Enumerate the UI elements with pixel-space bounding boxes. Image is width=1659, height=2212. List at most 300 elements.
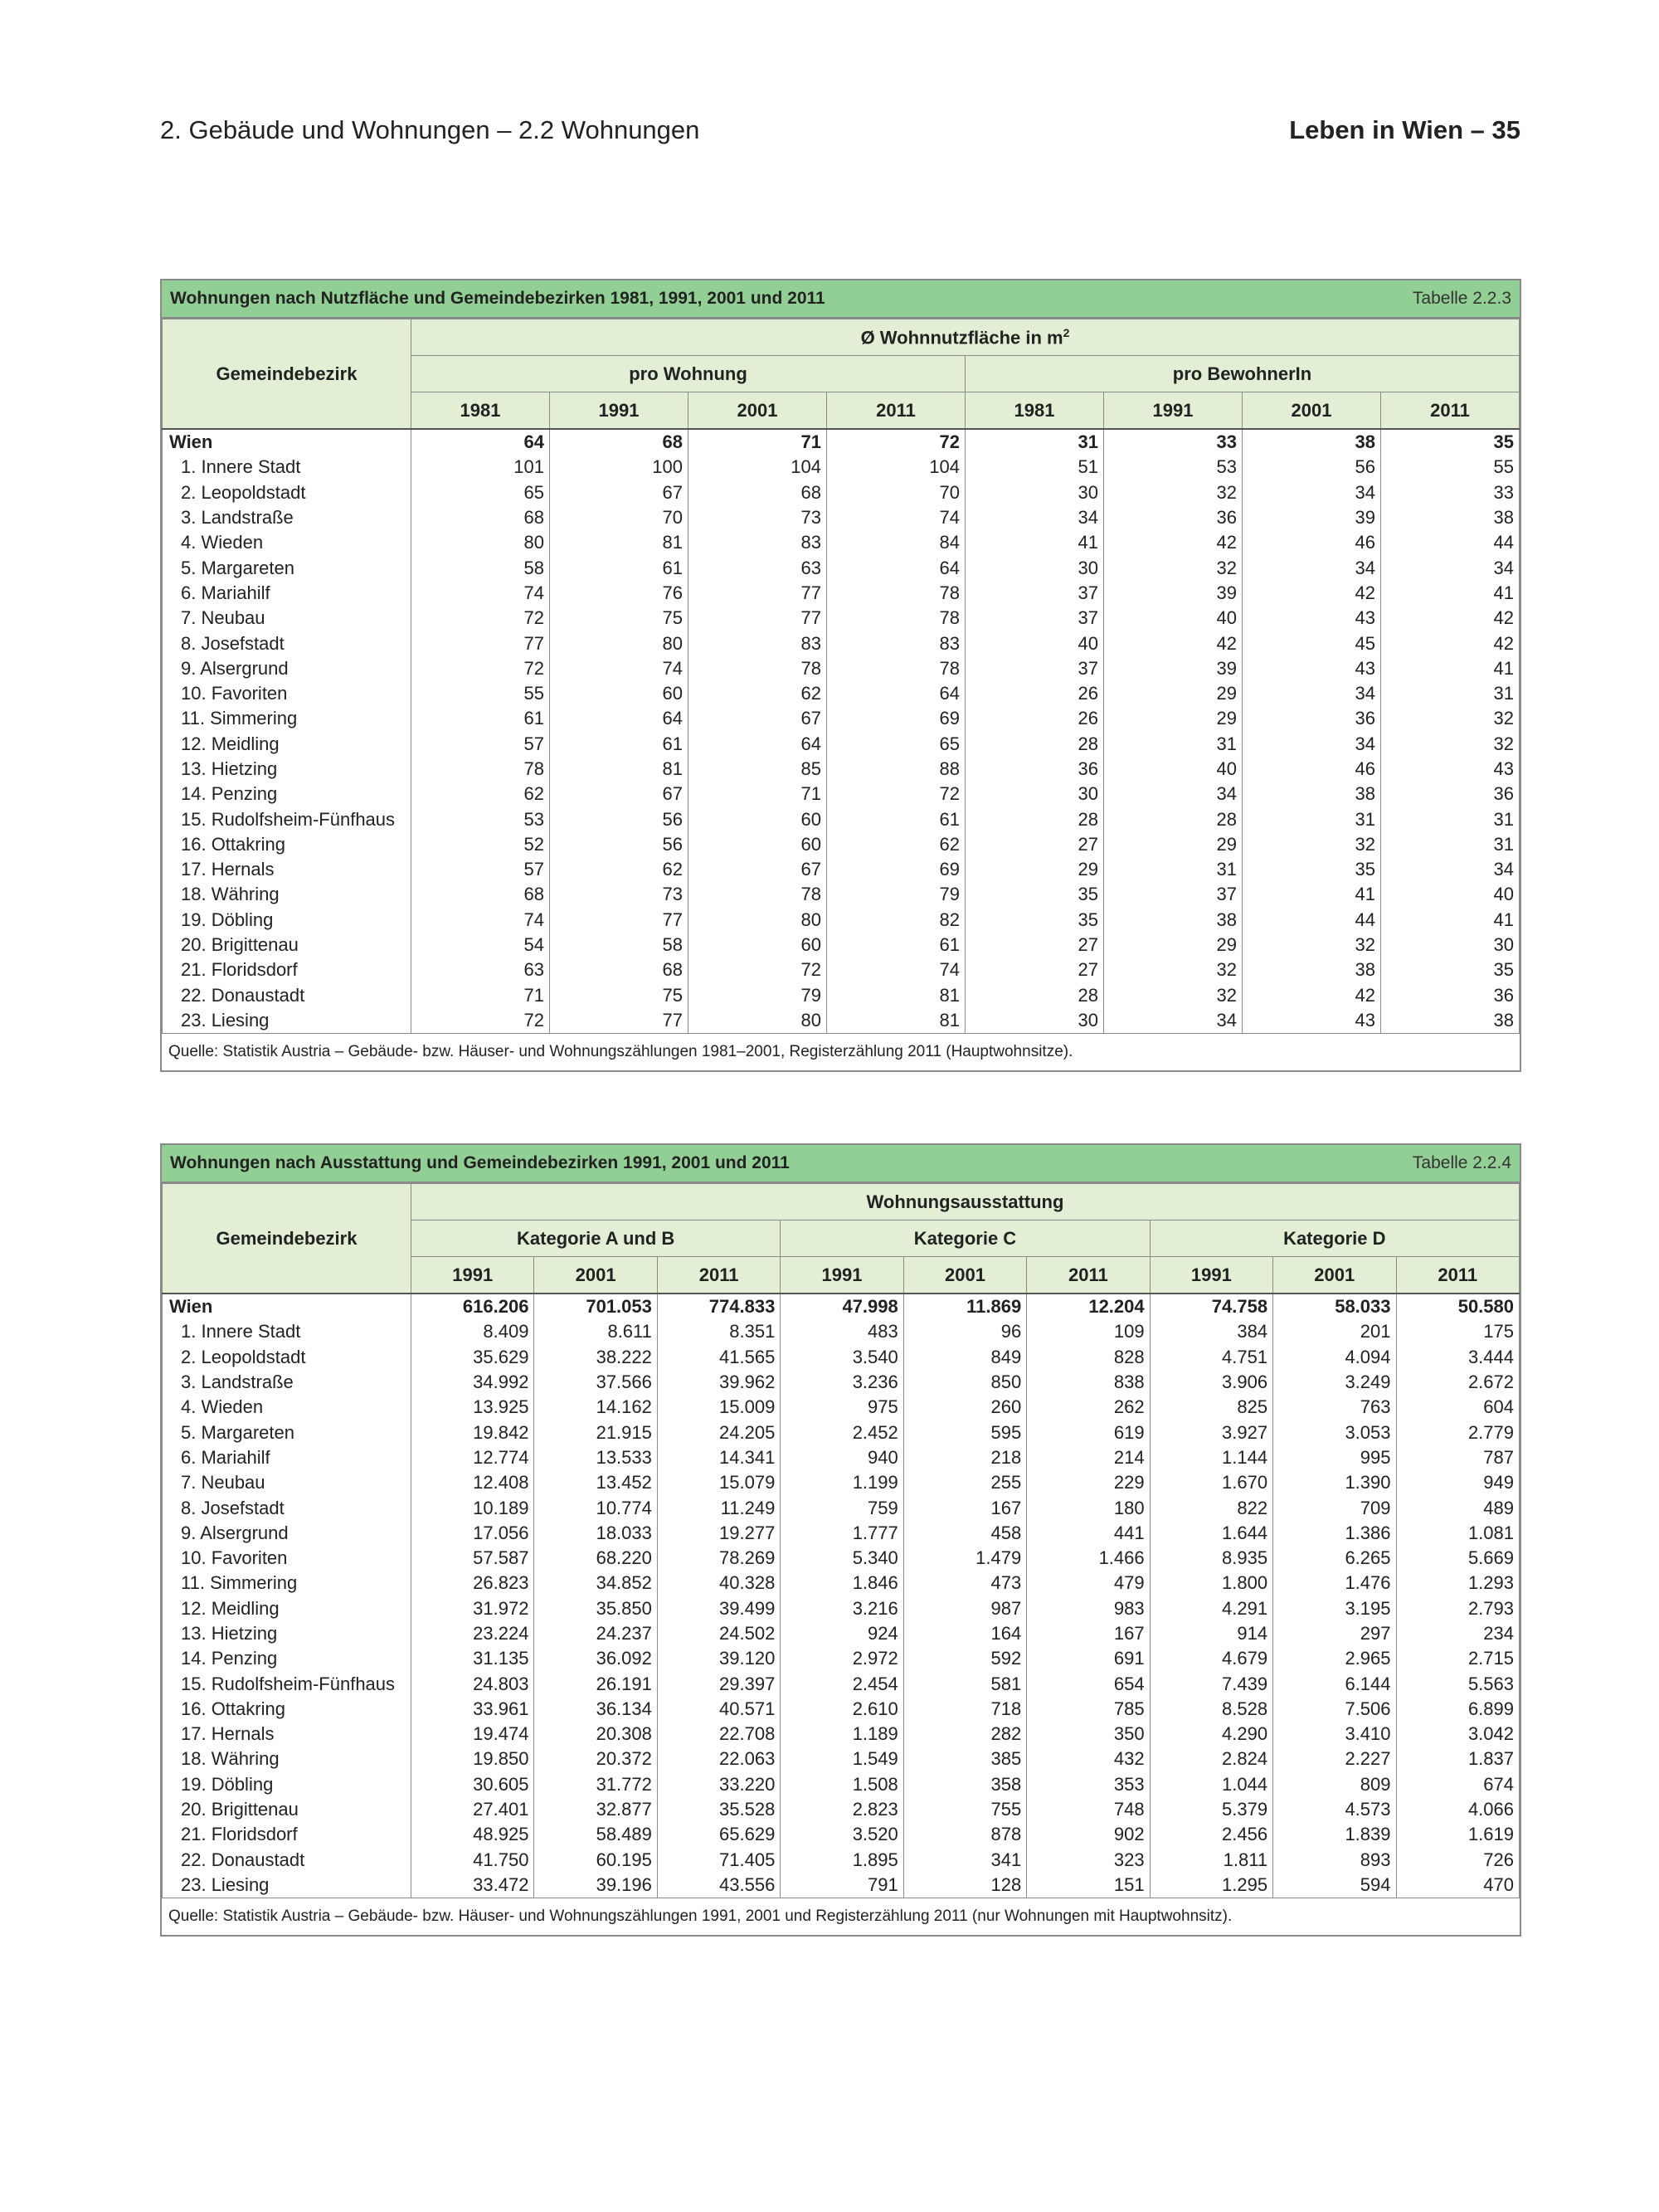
table-cell: 101 <box>411 455 550 480</box>
table-cell: 616.206 <box>411 1294 534 1319</box>
table-cell: 67 <box>550 480 688 505</box>
table-cell: 80 <box>688 1008 827 1033</box>
table-cell: 77 <box>550 908 688 933</box>
table-row <box>163 782 1520 806</box>
table-cell: 85 <box>688 757 827 782</box>
table-cell: 30 <box>966 782 1104 806</box>
district-name: 7. Neubau <box>163 606 411 631</box>
table-cell: 58 <box>550 933 688 957</box>
table-cell: 64 <box>827 555 966 580</box>
district-name: 13. Hietzing <box>163 757 411 782</box>
district-name: 6. Mariahilf <box>163 1445 411 1470</box>
table-cell: 35.850 <box>534 1596 657 1621</box>
subgroup-header: pro Wohnung <box>411 356 966 392</box>
table-cell: 748 <box>1027 1797 1150 1822</box>
table-cell: 78 <box>827 606 966 631</box>
table-row <box>163 933 1520 957</box>
table-cell: 24.237 <box>534 1621 657 1646</box>
table-cell: 81 <box>550 530 688 555</box>
table-cell: 1.476 <box>1273 1571 1396 1596</box>
table-cell: 1.619 <box>1396 1822 1520 1847</box>
table-row <box>163 1772 1520 1797</box>
table-cell: 255 <box>903 1470 1026 1495</box>
table-cell: 10.774 <box>534 1495 657 1520</box>
table-cell: 70 <box>550 505 688 530</box>
table-cell: 40 <box>1104 606 1243 631</box>
table-cell: 3.249 <box>1273 1370 1396 1395</box>
year-header: 1991 <box>1150 1257 1272 1294</box>
table-row <box>163 1008 1520 1033</box>
table-cell: 1.386 <box>1273 1521 1396 1546</box>
district-name: 23. Liesing <box>163 1008 411 1033</box>
row-header: Gemeindebezirk <box>163 1184 411 1294</box>
table-cell: 39.120 <box>657 1646 780 1671</box>
table-cell: 34 <box>1381 857 1520 882</box>
table-cell: 229 <box>1027 1470 1150 1495</box>
table-cell: 71 <box>411 983 550 1008</box>
table-cell: 893 <box>1273 1848 1396 1873</box>
table-cell: 75 <box>550 606 688 631</box>
table-cell: 28 <box>1104 806 1243 831</box>
district-name: 10. Favoriten <box>163 1546 411 1571</box>
table-cell: 68.220 <box>534 1546 657 1571</box>
table-cell: 175 <box>1396 1319 1520 1344</box>
year-header: 2011 <box>657 1257 780 1294</box>
district-name: 17. Hernals <box>163 857 411 882</box>
table-cell: 27 <box>966 957 1104 982</box>
table-cell: 11.869 <box>903 1294 1026 1319</box>
table-cell: 36 <box>1381 782 1520 806</box>
table-cell: 42 <box>1243 983 1381 1008</box>
table-cell: 47.998 <box>781 1294 903 1319</box>
table-nutzflaeche <box>160 279 1521 1072</box>
table-row <box>163 1395 1520 1420</box>
table-cell: 759 <box>781 1495 903 1520</box>
district-name: 11. Simmering <box>163 706 411 731</box>
table-cell: 31 <box>1381 806 1520 831</box>
table-cell: 29 <box>1104 832 1243 857</box>
table-cell: 60 <box>688 832 827 857</box>
table-cell: 592 <box>903 1646 1026 1671</box>
table-cell: 15.079 <box>657 1470 780 1495</box>
table-cell: 691 <box>1027 1646 1150 1671</box>
table-ausstattung <box>160 1143 1521 1937</box>
table-row <box>163 882 1520 907</box>
table-cell: 1.479 <box>903 1546 1026 1571</box>
table-cell: 1.295 <box>1150 1873 1272 1898</box>
table-cell: 31 <box>1104 857 1243 882</box>
table-cell: 1.144 <box>1150 1445 1272 1470</box>
district-name: 12. Meidling <box>163 1596 411 1621</box>
table-cell: 726 <box>1396 1848 1520 1873</box>
table-cell: 42 <box>1381 606 1520 631</box>
table-cell: 458 <box>903 1521 1026 1546</box>
table-cell: 2.452 <box>781 1420 903 1445</box>
table-row <box>163 1596 1520 1621</box>
table-cell: 80 <box>550 631 688 655</box>
district-name: 3. Landstraße <box>163 505 411 530</box>
table-cell: 83 <box>827 631 966 655</box>
table-cell: 30 <box>966 555 1104 580</box>
district-name: 16. Ottakring <box>163 832 411 857</box>
table-cell: 36 <box>966 757 1104 782</box>
table-cell: 100 <box>550 455 688 480</box>
table-cell: 57 <box>411 732 550 757</box>
table-cell: 35 <box>966 882 1104 907</box>
table-cell: 3.216 <box>781 1596 903 1621</box>
table-cell: 32 <box>1104 983 1243 1008</box>
table-row <box>163 1722 1520 1747</box>
table-cell: 1.846 <box>781 1571 903 1596</box>
table-cell: 40 <box>966 631 1104 655</box>
table-cell: 483 <box>781 1319 903 1344</box>
table-cell: 40.328 <box>657 1571 780 1596</box>
table-cell: 31 <box>966 429 1104 455</box>
table-cell: 33.961 <box>411 1697 534 1722</box>
table-cell: 180 <box>1027 1495 1150 1520</box>
table-cell: 71 <box>688 429 827 455</box>
district-name: 16. Ottakring <box>163 1697 411 1722</box>
table-row <box>163 1319 1520 1344</box>
table-row <box>163 606 1520 631</box>
table-cell: 71 <box>688 782 827 806</box>
table-cell: 77 <box>688 606 827 631</box>
table-cell: 701.053 <box>534 1294 657 1319</box>
table-cell: 479 <box>1027 1571 1150 1596</box>
table-cell: 81 <box>550 757 688 782</box>
group-header: Wohnungsausstattung <box>411 1184 1520 1220</box>
table-cell: 74.758 <box>1150 1294 1272 1319</box>
district-name: 12. Meidling <box>163 732 411 757</box>
district-name: 2. Leopoldstadt <box>163 1345 411 1370</box>
table-cell: 949 <box>1396 1470 1520 1495</box>
table-cell: 755 <box>903 1797 1026 1822</box>
district-name: 8. Josefstadt <box>163 1495 411 1520</box>
table-cell: 37 <box>1104 882 1243 907</box>
table-cell: 6.265 <box>1273 1546 1396 1571</box>
table-cell: 32.877 <box>534 1797 657 1822</box>
table-title: Wohnungen nach Nutzfläche und Gemeindebezirken 1981, 1991, 2001 und 2011 <box>170 289 825 308</box>
year-header: 1991 <box>1104 392 1243 430</box>
district-name: 20. Brigittenau <box>163 1797 411 1822</box>
table-row <box>163 1495 1520 1520</box>
table-cell: 62 <box>827 832 966 857</box>
table-cell: 27.401 <box>411 1797 534 1822</box>
table-cell: 260 <box>903 1395 1026 1420</box>
table-cell: 14.162 <box>534 1395 657 1420</box>
table-cell: 983 <box>1027 1596 1150 1621</box>
table-row <box>163 555 1520 580</box>
table-row <box>163 480 1520 505</box>
district-name: 1. Innere Stadt <box>163 455 411 480</box>
table-cell: 2.227 <box>1273 1747 1396 1771</box>
table-cell: 46 <box>1243 530 1381 555</box>
table-number: Tabelle 2.2.3 <box>1412 289 1511 308</box>
table-cell: 3.540 <box>781 1345 903 1370</box>
table-cell: 29 <box>1104 681 1243 706</box>
table-cell: 975 <box>781 1395 903 1420</box>
district-name: 8. Josefstadt <box>163 631 411 655</box>
table-row <box>163 530 1520 555</box>
table-cell: 72 <box>827 429 966 455</box>
table-row <box>163 1470 1520 1495</box>
table-row <box>163 1571 1520 1596</box>
table-cell: 28 <box>966 983 1104 1008</box>
table-cell: 31 <box>1243 806 1381 831</box>
table-cell: 787 <box>1396 1445 1520 1470</box>
table-row <box>163 1671 1520 1696</box>
subgroup-header: Kategorie A und B <box>411 1220 781 1257</box>
table-cell: 4.679 <box>1150 1646 1272 1671</box>
table-cell: 4.573 <box>1273 1797 1396 1822</box>
table-cell: 2.715 <box>1396 1646 1520 1671</box>
total-row <box>163 429 1520 455</box>
table-cell: 79 <box>688 983 827 1008</box>
table-cell: 78 <box>688 656 827 681</box>
table-cell: 1.293 <box>1396 1571 1520 1596</box>
table-cell: 2.672 <box>1396 1370 1520 1395</box>
table-cell: 39.962 <box>657 1370 780 1395</box>
year-header: 2001 <box>534 1257 657 1294</box>
table-cell: 42 <box>1381 631 1520 655</box>
table-cell: 41 <box>1381 656 1520 681</box>
table-cell: 64 <box>688 732 827 757</box>
table-row <box>163 957 1520 982</box>
table-cell: 60 <box>550 681 688 706</box>
table-cell: 81 <box>827 983 966 1008</box>
table-cell: 201 <box>1273 1319 1396 1344</box>
table-cell: 37 <box>966 656 1104 681</box>
table-cell: 38 <box>1104 908 1243 933</box>
table-cell: 2.972 <box>781 1646 903 1671</box>
table-cell: 32 <box>1381 732 1520 757</box>
table-cell: 44 <box>1381 530 1520 555</box>
table-cell: 62 <box>411 782 550 806</box>
table-cell: 3.410 <box>1273 1722 1396 1747</box>
table-cell: 26 <box>966 681 1104 706</box>
table-cell: 36 <box>1381 983 1520 1008</box>
table-cell: 65 <box>827 732 966 757</box>
table-row <box>163 631 1520 655</box>
table-cell: 81 <box>827 1008 966 1033</box>
table-cell: 28 <box>966 806 1104 831</box>
table-cell: 83 <box>688 631 827 655</box>
table-cell: 15.009 <box>657 1395 780 1420</box>
table-cell: 13.452 <box>534 1470 657 1495</box>
table-cell: 33.220 <box>657 1772 780 1797</box>
table-cell: 214 <box>1027 1445 1150 1470</box>
district-name: 21. Floridsdorf <box>163 957 411 982</box>
table-row <box>163 1420 1520 1445</box>
table-cell: 34 <box>1243 480 1381 505</box>
table-cell: 73 <box>688 505 827 530</box>
table-cell: 1.189 <box>781 1722 903 1747</box>
table-cell: 654 <box>1027 1671 1150 1696</box>
table-cell: 32 <box>1104 480 1243 505</box>
table-cell: 68 <box>411 882 550 907</box>
table-cell: 1.044 <box>1150 1772 1272 1797</box>
table-row <box>163 1697 1520 1722</box>
table-cell: 41 <box>966 530 1104 555</box>
table-cell: 43 <box>1381 757 1520 782</box>
table-cell: 785 <box>1027 1697 1150 1722</box>
table-cell: 774.833 <box>657 1294 780 1319</box>
table-row <box>163 706 1520 731</box>
table-cell: 34 <box>1381 555 1520 580</box>
table-row <box>163 1345 1520 1370</box>
table-cell: 68 <box>688 480 827 505</box>
district-name: 6. Mariahilf <box>163 581 411 606</box>
table-cell: 67 <box>550 782 688 806</box>
table-row <box>163 681 1520 706</box>
table-cell: 37 <box>966 581 1104 606</box>
table-cell: 58 <box>411 555 550 580</box>
table-cell: 8.528 <box>1150 1697 1272 1722</box>
table-row <box>163 656 1520 681</box>
table-cell: 41 <box>1381 581 1520 606</box>
table-cell: 35 <box>1381 429 1520 455</box>
table-cell: 2.793 <box>1396 1596 1520 1621</box>
table-cell: 20.308 <box>534 1722 657 1747</box>
table-cell: 22.708 <box>657 1722 780 1747</box>
table-cell: 43.556 <box>657 1873 780 1898</box>
table-cell: 43 <box>1243 1008 1381 1033</box>
table-cell: 878 <box>903 1822 1026 1847</box>
section-title: 2. Gebäude und Wohnungen – 2.2 Wohnungen <box>160 115 700 144</box>
district-name: 10. Favoriten <box>163 681 411 706</box>
table-cell: 30 <box>966 1008 1104 1033</box>
table-cell: 61 <box>411 706 550 731</box>
table-cell: 473 <box>903 1571 1026 1596</box>
table-cell: 42 <box>1243 581 1381 606</box>
table-cell: 39 <box>1104 656 1243 681</box>
table-cell: 65.629 <box>657 1822 780 1847</box>
data-table <box>162 1183 1520 1898</box>
table-cell: 26.191 <box>534 1671 657 1696</box>
district-name: 9. Alsergrund <box>163 1521 411 1546</box>
table-row <box>163 1521 1520 1546</box>
table-cell: 71.405 <box>657 1848 780 1873</box>
table-cell: 34.852 <box>534 1571 657 1596</box>
table-cell: 68 <box>550 429 688 455</box>
table-row <box>163 1797 1520 1822</box>
table-cell: 595 <box>903 1420 1026 1445</box>
table-cell: 67 <box>688 706 827 731</box>
table-cell: 39 <box>1243 505 1381 530</box>
table-cell: 63 <box>688 555 827 580</box>
table-cell: 32 <box>1381 706 1520 731</box>
table-cell: 32 <box>1104 555 1243 580</box>
table-cell: 40 <box>1104 757 1243 782</box>
table-cell: 37 <box>966 606 1104 631</box>
table-cell: 167 <box>903 1495 1026 1520</box>
district-name: 18. Währing <box>163 882 411 907</box>
table-cell: 80 <box>411 530 550 555</box>
table-cell: 29 <box>966 857 1104 882</box>
table-cell: 84 <box>827 530 966 555</box>
table-cell: 594 <box>1273 1873 1396 1898</box>
table-cell: 68 <box>550 957 688 982</box>
table-cell: 35 <box>966 908 1104 933</box>
table-cell: 4.290 <box>1150 1722 1272 1747</box>
district-name: 17. Hernals <box>163 1722 411 1747</box>
table-row <box>163 505 1520 530</box>
district-name: Wien <box>163 429 411 455</box>
table-cell: 74 <box>411 581 550 606</box>
table-cell: 13.533 <box>534 1445 657 1470</box>
district-name: 14. Penzing <box>163 1646 411 1671</box>
table-cell: 2.779 <box>1396 1420 1520 1445</box>
table-cell: 902 <box>1027 1822 1150 1847</box>
year-header: 1991 <box>411 1257 534 1294</box>
table-cell: 470 <box>1396 1873 1520 1898</box>
table-cell: 8.611 <box>534 1319 657 1344</box>
table-cell: 48.925 <box>411 1822 534 1847</box>
table-row <box>163 1621 1520 1646</box>
table-cell: 31.772 <box>534 1772 657 1797</box>
table-cell: 23.224 <box>411 1621 534 1646</box>
table-cell: 42 <box>1104 530 1243 555</box>
table-cell: 42 <box>1104 631 1243 655</box>
table-cell: 41 <box>1243 882 1381 907</box>
subgroup-header: Kategorie D <box>1150 1220 1519 1257</box>
table-cell: 10.189 <box>411 1495 534 1520</box>
table-cell: 5.340 <box>781 1546 903 1571</box>
district-name: 1. Innere Stadt <box>163 1319 411 1344</box>
table-cell: 77 <box>688 581 827 606</box>
table-cell: 4.291 <box>1150 1596 1272 1621</box>
table-cell: 60 <box>688 933 827 957</box>
district-name: 15. Rudolfsheim-Fünfhaus <box>163 1671 411 1696</box>
table-cell: 74 <box>827 505 966 530</box>
table-cell: 64 <box>411 429 550 455</box>
table-cell: 489 <box>1396 1495 1520 1520</box>
district-name: 4. Wieden <box>163 530 411 555</box>
table-cell: 2.824 <box>1150 1747 1272 1771</box>
table-cell: 7.506 <box>1273 1697 1396 1722</box>
table-cell: 74 <box>827 957 966 982</box>
table-cell: 31 <box>1381 681 1520 706</box>
table-cell: 50.580 <box>1396 1294 1520 1319</box>
table-cell: 995 <box>1273 1445 1396 1470</box>
table-cell: 3.906 <box>1150 1370 1272 1395</box>
table-cell: 323 <box>1027 1848 1150 1873</box>
table-cell: 26 <box>966 706 1104 731</box>
table-cell: 54 <box>411 933 550 957</box>
table-cell: 31 <box>1104 732 1243 757</box>
table-cell: 27 <box>966 933 1104 957</box>
table-row <box>163 732 1520 757</box>
table-cell: 83 <box>688 530 827 555</box>
table-cell: 40.571 <box>657 1697 780 1722</box>
table-cell: 72 <box>827 782 966 806</box>
table-cell: 218 <box>903 1445 1026 1470</box>
table-cell: 40 <box>1381 882 1520 907</box>
table-cell: 341 <box>903 1848 1026 1873</box>
row-header: Gemeindebezirk <box>163 319 411 430</box>
table-cell: 30 <box>966 480 1104 505</box>
page-header <box>160 110 1520 151</box>
table-cell: 34 <box>1104 782 1243 806</box>
table-cell: 11.249 <box>657 1495 780 1520</box>
table-cell: 441 <box>1027 1521 1150 1546</box>
year-header: 2011 <box>1027 1257 1150 1294</box>
year-header: 2011 <box>1381 392 1520 430</box>
table-source: Quelle: Statistik Austria – Gebäude- bzw. Häuser- und Wohnungszählungen 1991, 2001 und Registerzählung 2011 (nur Wohnungen mit Hauptwohnsitz). <box>162 1898 1520 1935</box>
table-cell: 12.774 <box>411 1445 534 1470</box>
table-cell: 825 <box>1150 1395 1272 1420</box>
table-cell: 33 <box>1381 480 1520 505</box>
